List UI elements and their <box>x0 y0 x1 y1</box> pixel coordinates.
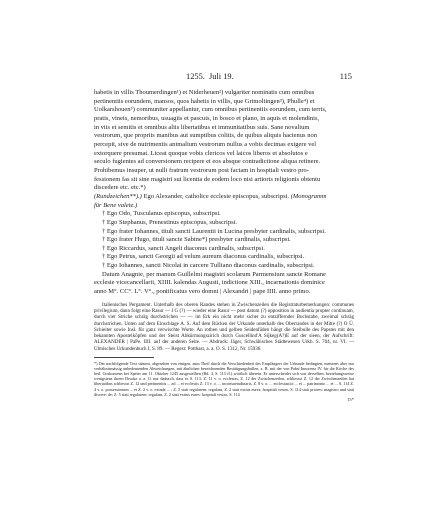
charter-line: Uolkarshouen⁵) communiter appellantur, cum omnibus pertinentiis eorundem, cum terris, <box>94 106 327 114</box>
charter-line: fessionem fas sit sine magistri sui licentia de eodem loco nisi artioris religionis obtentu <box>94 175 321 183</box>
charter-line: habetis in villis Thoumerdingen¹) et Niderheuen²) vulgariter nominatis cum omnibus <box>94 89 315 96</box>
editorial-notes: Italienisches Pergament. Unterhalb des oberen Randes stehen in Zwischenzeilen die Registraturbemerkungen: communes privilegium, dann folgt eine Rasur — I G (?) — wieder eine Rasur — post datum (?) opposition in audientia propter continuam, durch vier Striche schräg durchstrichen — — im Erk ein nicht mehr sicher zu entziffernder Buchstabe, zweimal schräg durchstrichen. Unten auf dem Einschlage A. S. Auf dem Rücken der Urkunde unterhalb des Oberrandes in der Mitte (?) O Ü. Schieiter sowie Insl. für ganz verwischte Worte. An rothen und gelben Seidenfäden hängt die Steibulle des Papstes mit den bekannten Apostelköpfen und der Steist Abkürmungszirich durch Guscellind'A Sijkeg(A?)E auf der sieen, der Aufschrift: ALEXANDER | PaPe. IIII. auf der anderen Seite. — Abdruck: Jäger, Schwäbisches Städtewesen Urkb. S. 704, nr. VI. — Ulmisches Urkundenbuch I, S. 89. — Regest: Potthast, a. a. O. S. 1312, Nr. 15936. <box>94 301 354 352</box>
charter-line: Prohibemus insuper, ut nulli fratrum vestrorum post factam in hospitali vestro pro- <box>94 166 309 174</box>
datum-line: Datum Anagnie, per manum Guillelmi magistri scolarum Parmensium sancte Romane <box>102 270 326 278</box>
charter-line: discedere etc. etc.*) <box>94 184 146 192</box>
signature-line: † Ego frater Iohannes, tituli sancti Laurentii in Lucina presbyter cardinalis, subscripsi. <box>102 227 326 235</box>
signature-mark: 15* <box>347 396 354 402</box>
charter-line: in viis et semitis et omnibus aliis libertatibus et immunitatibus suis. Sane novalium <box>94 123 310 131</box>
charter-text <box>94 89 354 193</box>
footnote: *) Der nachfolgende Text stimmt, abgesehen von einigen, zum Theil durch die Verschiedenheit des Empfängers der Urkunde bedingten, meistens aber nur verhältnismässig unbedeutenden Abweichungen, mit ähnlichen bezeichnenden Bestätigungsbullen, z. B. mit der von Pabst Innocenz IV. für die Kirche des heil. Goskonsens bei Speier am 11. Oktober 1245 ausgestellten (Bd. 4, S. 113 ff.) wörtlich überein. Er unterscheidet sich von derselben, beziehungsweise wenigstens ihrem Drucke a. a. O. nur dadurch, dass es S. 113, Z. 11 v. o. ecclesias, Z. 12 der Zwischenzeilen, schliessst Z. 12 der Zwischenzeilen hat libertatibus schliessst Z. 12 und pertinentiis ... ad ... et ecclesiis Z. 13 v. o. ... inconsuetudinaris, Z. 8 v. o. ... ecclesiastici ... et ... patrimonio ... et ... S. 114 Z. 4 v. o. possessionum ... et Z. 2 v. o. exinde ... ; Z. 5 statt regularem: regulam, Z. 2 statt extius eures: hospitali vestro, S. 114 statt priores: magistro und statt discere: de; Z. 5 statt regularem: regulam, Z. 2 statt extius eures: hospitali vestro, S. 114 <box>94 360 354 397</box>
papal-subscription <box>94 193 354 202</box>
signature-line: † Ego Stephanus, Prenestinus episcopus, subscripsi. <box>102 218 238 226</box>
signature-line: † Ego Petrus, sancti Georgii ad velum aureum diaconus cardinalis, subscripsi. <box>102 253 305 261</box>
page-number: 115 <box>339 72 352 81</box>
datum-clause <box>94 271 354 297</box>
charter-line: percepit, sive de nutrimentis animalium vestrorum nullus a vobis decimas exigere vel <box>94 140 317 148</box>
rundzeichen-label: (Rundzeichen**).) <box>94 192 142 200</box>
pope-subscription: Ego Alexander, catholice ecclesie episcopus, subscripsi. <box>141 192 291 200</box>
charter-line: seculo fugientes ad conversionem recipere et eos absque contradictione aliqua retinere. <box>94 158 321 166</box>
datum-line: anno M°. CC°. L°. V°., pontificatus vero domni | Alexandri | pape IIII. anno primo. <box>94 288 311 296</box>
header-date: 1255. Juli 19. <box>186 72 234 81</box>
charter-line: pertinentiis eorundem, mansos, quos habetis in villis, que Grimoltingen³), Phulle⁴) et <box>94 97 315 105</box>
monogram-label: (Monogramm <box>290 192 327 200</box>
cardinal-signatures <box>94 210 354 271</box>
charter-line: pratis, vineis, nemoribus, usuagiis et pascuis, in bosco et plano, in aquis et molendinis, <box>94 114 320 122</box>
charter-line: extorquere presumat. Liceat quoque vobis clericos vel laicos liberos et absolutos e <box>94 149 308 157</box>
signature-line: † Ego Riccardus, sancti Angeli diaconus cardinalis, subscripsi. <box>102 244 265 252</box>
footnote-divider <box>94 357 154 358</box>
datum-line: ecclesie vicecancellarii, XIIII. kalendas Augusti, indictione XIII., incarnationis dominice <box>94 279 325 287</box>
signature-line: † Ego Iohannes, sancti Nicolai in carcere Tulliano diaconus cardinalis, subscripsi. <box>102 262 315 270</box>
signature-line: † Ego Odo, Tusculanus episcopus, subscripsi. <box>102 210 221 218</box>
charter-line: vestrorum, que propriis manibus aut sumptibus colitis, de quibus aliquis hactenus non <box>94 132 317 140</box>
document-body <box>94 89 354 402</box>
running-header <box>94 72 352 84</box>
signature-line: † Ego frater Hugo, tituli sancte Sabine*) presbyter cardinalis, subscripsi. <box>102 236 291 244</box>
monogram-continuation: für Bene valete.) <box>94 201 138 209</box>
